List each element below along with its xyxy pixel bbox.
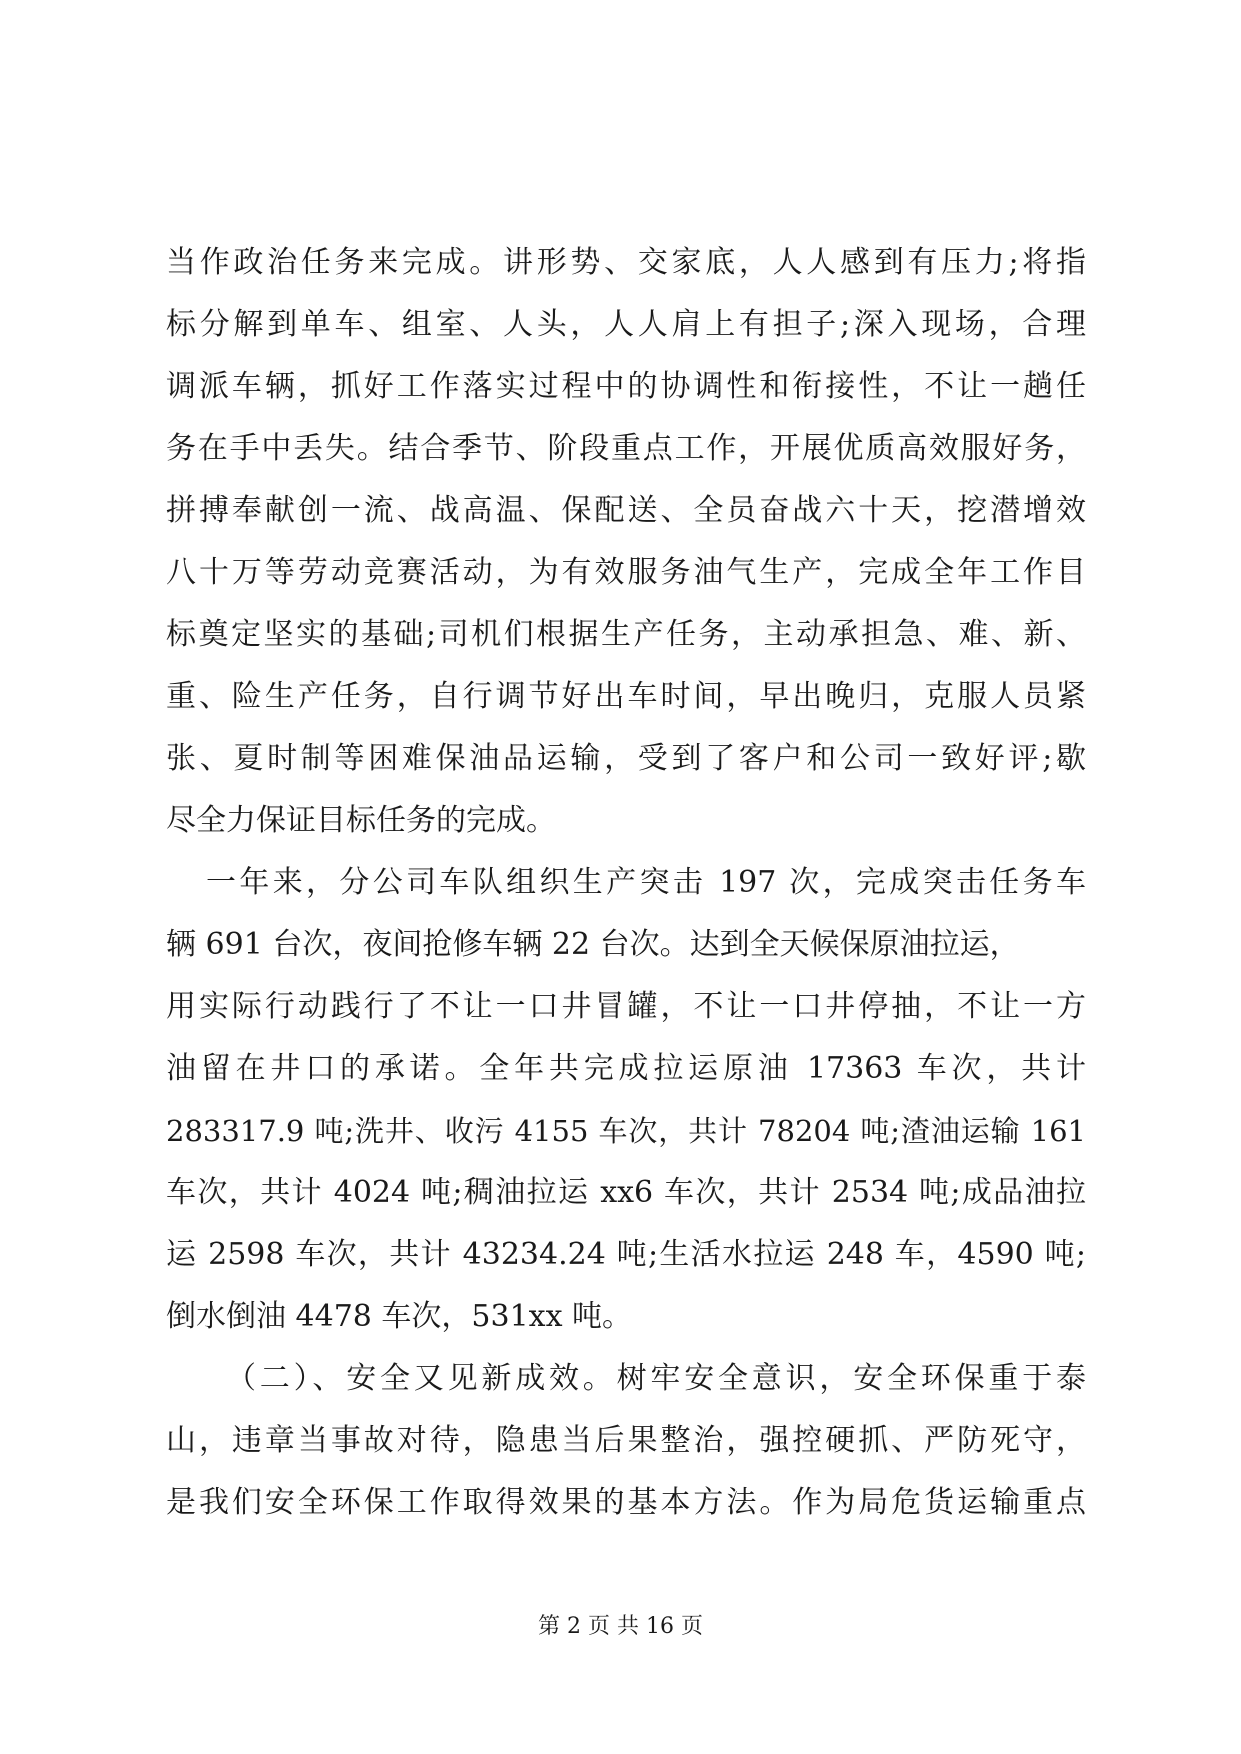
paragraph bbox=[166, 1348, 1086, 1534]
text-line: 山，违章当事故对待，隐患当后果整治，强控硬抓、严防死守， bbox=[166, 1423, 1086, 1458]
text-line: 用实际行动践行了不让一口井冒罐，不让一口井停抽，不让一方 bbox=[166, 989, 1086, 1024]
text-line: 运 2598 车次，共计 43234.24 吨;生活水拉运 248 车，4590 吨; bbox=[166, 1237, 1086, 1272]
text-line: 张、夏时制等困难保油品运输，受到了客户和公司一致好评;歇 bbox=[166, 741, 1086, 776]
text-line: 尽全力保证目标任务的完成。 bbox=[166, 803, 556, 838]
text-line: 车次，共计 4024 吨;稠油拉运 xx6 车次，共计 2534 吨;成品油拉 bbox=[166, 1175, 1086, 1210]
document-body bbox=[166, 232, 1086, 1534]
text-line: 一年来，分公司车队组织生产突击 197 次，完成突击任务车 bbox=[206, 865, 1086, 900]
text-line: 拼搏奉献创一流、战高温、保配送、全员奋战六十天，挖潜增效 bbox=[166, 493, 1086, 528]
text-line: 务在手中丢失。结合季节、阶段重点工作，开展优质高效服好务， bbox=[166, 431, 1086, 466]
text-line: 当作政治任务来完成。讲形势、交家底，人人感到有压力;将指 bbox=[166, 245, 1086, 280]
page-number-footer: 第 2 页 共 16 页 bbox=[538, 1614, 703, 1639]
text-line: （二）、安全又见新成效。树牢安全意识，安全环保重于泰 bbox=[226, 1361, 1086, 1396]
text-line: 油留在井口的承诺。全年共完成拉运原油 17363 车次，共计 bbox=[166, 1051, 1086, 1086]
text-line: 283317.9 吨;洗井、收污 4155 车次，共计 78204 吨;渣油运输 161 bbox=[166, 1114, 1086, 1148]
text-line: 辆 691 台次，夜间抢修车辆 22 台次。达到全天候保原油拉运， bbox=[166, 927, 1020, 962]
text-line: 标分解到单车、组室、人头，人人肩上有担子;深入现场，合理 bbox=[166, 307, 1086, 342]
paragraph bbox=[166, 232, 1086, 852]
text-line: 倒水倒油 4478 车次，531xx 吨。 bbox=[166, 1299, 633, 1334]
text-line: 调派车辆，抓好工作落实过程中的协调性和衔接性，不让一趟任 bbox=[166, 369, 1086, 404]
text-line: 标奠定坚实的基础;司机们根据生产任务，主动承担急、难、新、 bbox=[166, 617, 1086, 652]
text-line: 八十万等劳动竞赛活动，为有效服务油气生产，完成全年工作目 bbox=[166, 555, 1086, 590]
text-line: 是我们安全环保工作取得效果的基本方法。作为局危货运输重点 bbox=[166, 1485, 1086, 1520]
text-line: 重、险生产任务，自行调节好出车时间，早出晚归，克服人员紧 bbox=[166, 679, 1086, 714]
paragraph bbox=[166, 852, 1086, 1348]
